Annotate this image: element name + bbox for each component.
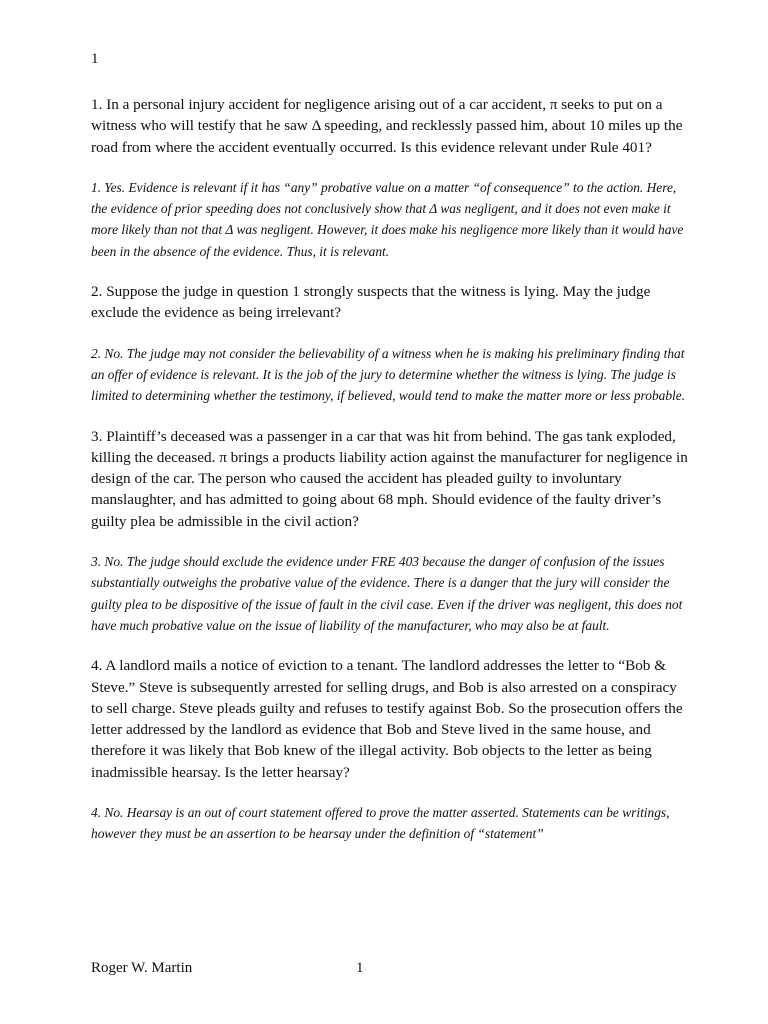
header-page-number: 1 — [91, 51, 99, 67]
footer-page-number: 1 — [356, 960, 364, 976]
answer-1: 1. Yes. Evidence is relevant if it has “any” probative value on a matter “of consequence” to the action. Here, the evidence of prior speeding does not conclusively show that Δ was negligent, and it does not even make it more likely than not that Δ was negligent. However, it does make his negligence more likely than it would have been in the absence of the evidence. Thus, it is relevant. — [91, 179, 684, 259]
answer-2: 2. No. The judge may not consider the believability of a witness when he is making his preliminary finding that an offer of evidence is relevant. It is the job of the jury to determine whether the witness is lying. The judge is limited to determining whether the testimony, if believed, would tend to make the matter more or less probable. — [91, 345, 686, 404]
question-1: 1. In a personal injury accident for negligence arising out of a car accident, π seeks to put on a witness who will testify that he saw Δ speeding, and recklessly passed him, about 10 miles up the road from where the accident eventually occurred. Is this evidence relevant under Rule 401? — [91, 96, 683, 156]
answer-4: 4. No. Hearsay is an out of court statement offered to prove the matter asserted. Statements can be writings, however they must be an assertion to be hearsay under the definition of “statement” — [91, 805, 670, 842]
answer-3: 3. No. The judge should exclude the evidence under FRE 403 because the danger of confusion of the issues substantially outweighs the probative value of the evidence. There is a danger that the jury will consider the guilty plea to be dispositive of the issue of fault in the civil case. Even if the driver was negligent, this does not have much probative value on the issue of liability of the manufacturer, who may also be at fault. — [91, 554, 683, 633]
question-2: 2. Suppose the judge in question 1 strongly suspects that the witness is lying. May the judge exclude the evidence as being irrelevant? — [91, 283, 651, 322]
footer-author: Roger W. Martin — [91, 960, 193, 976]
question-4: 4. A landlord mails a notice of eviction to a tenant. The landlord addresses the letter to “Bob & Steve.” Steve is subsequently arrested for selling drugs, and Bob is also arrested on a conspiracy to sell charge. Steve pleads guilty and refuses to testify against Bob. So the prosecution offers the letter addressed by the landlord as evidence that Bob and Steve lived in the same house, and therefore it was likely that Bob knew of the illegal activity. Bob objects to the letter as being inadmissible hearsay. Is the letter hearsay? — [91, 657, 683, 781]
document-body — [91, 94, 691, 864]
question-3: 3. Plaintiff’s deceased was a passenger in a car that was hit from behind. The gas tank exploded, killing the deceased. π brings a products liability action against the manufacturer for negligence in design of the car. The person who caused the accident has pleaded guilty to involuntary manslaughter, and has admitted to going about 68 mph. Should evidence of the faulty driver’s guilty plea be admissible in the civil action? — [91, 427, 688, 530]
